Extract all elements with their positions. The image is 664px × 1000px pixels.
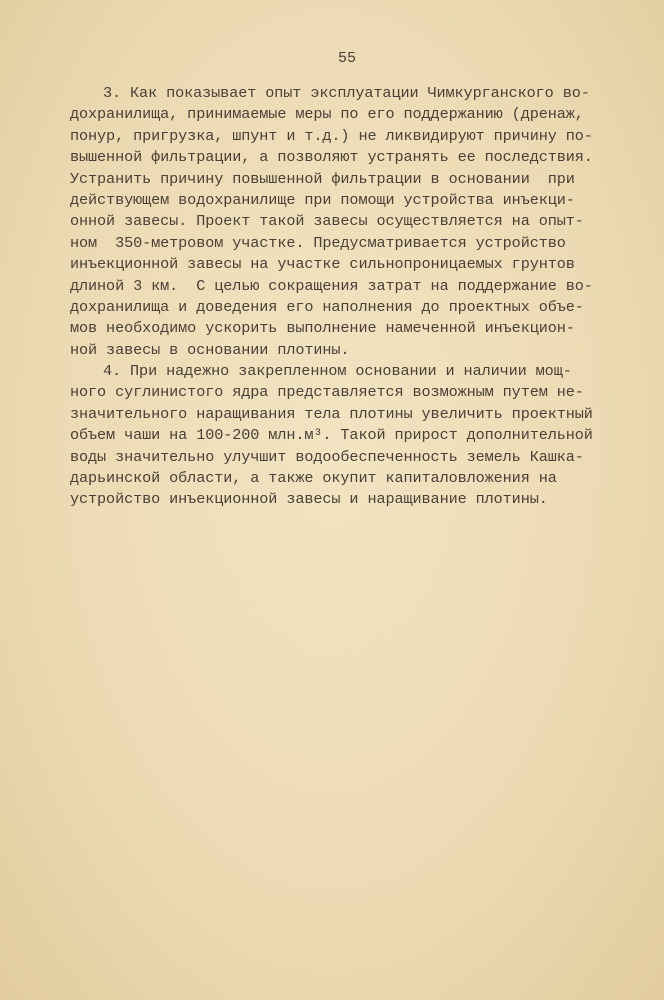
paragraph-4-line: значительного наращивания тела плотины увеличить проектный [70,404,593,423]
paragraph-4-line: воды значительно улучшит водообеспеченность земель Кашка- [70,447,584,466]
paragraph-4-line: устройство инъекционной завесы и наращивание плотины. [70,490,548,509]
paragraph-3-line: ной завесы в основании плотины. [70,340,350,359]
paragraph-3-line: длиной 3 км. С целью сокращения затрат на поддержание во- [70,276,593,295]
paragraph-3-line: дохранилища и доведения его наполнения до проектных объе- [70,297,584,316]
paragraph-3-line: ном 350-метровом участке. Предусматривается устройство [70,233,566,252]
paragraph-3-line: инъекционной завесы на участке сильнопроницаемых грунтов [70,255,575,274]
paragraph-3-line: действующем водохранилище при помощи устройства инъекци- [70,190,575,209]
paragraph-3-line: мов необходимо ускорить выполнение намеченной инъекцион- [70,319,575,338]
paragraph-4-line: ного суглинистого ядра представляется возможным путем не- [70,383,584,402]
page-number: 55 [337,50,356,67]
paragraph-3-line: понур, пригрузка, шпунт и т.д.) не ликвидируют причину по- [70,126,593,145]
paragraph-3-line: Устранить причину повышенной фильтрации в основании при [70,169,575,188]
paragraph-3-line: вышенной фильтрации, а позволяют устранять ее последствия. [70,148,593,167]
paragraph-3-line: дохранилища, принимаемые меры по его поддержанию (дренаж, [70,105,584,124]
document-body [70,83,593,511]
paragraph-3-line: 3. Как показывает опыт эксплуатации Чимкурганского во- [103,84,590,102]
paragraph-4-line: дарьинской области, а также окупит капиталовложения на [70,469,557,488]
paragraph-4-line: объем чаши на 100-200 млн.м³. Такой прирост дополнительной [70,426,593,445]
paragraph-4-line: 4. При надежно закрепленном основании и наличии мощ- [103,362,572,381]
paragraph-3-line: онной завесы. Проект такой завесы осуществляется на опыт- [70,212,584,231]
